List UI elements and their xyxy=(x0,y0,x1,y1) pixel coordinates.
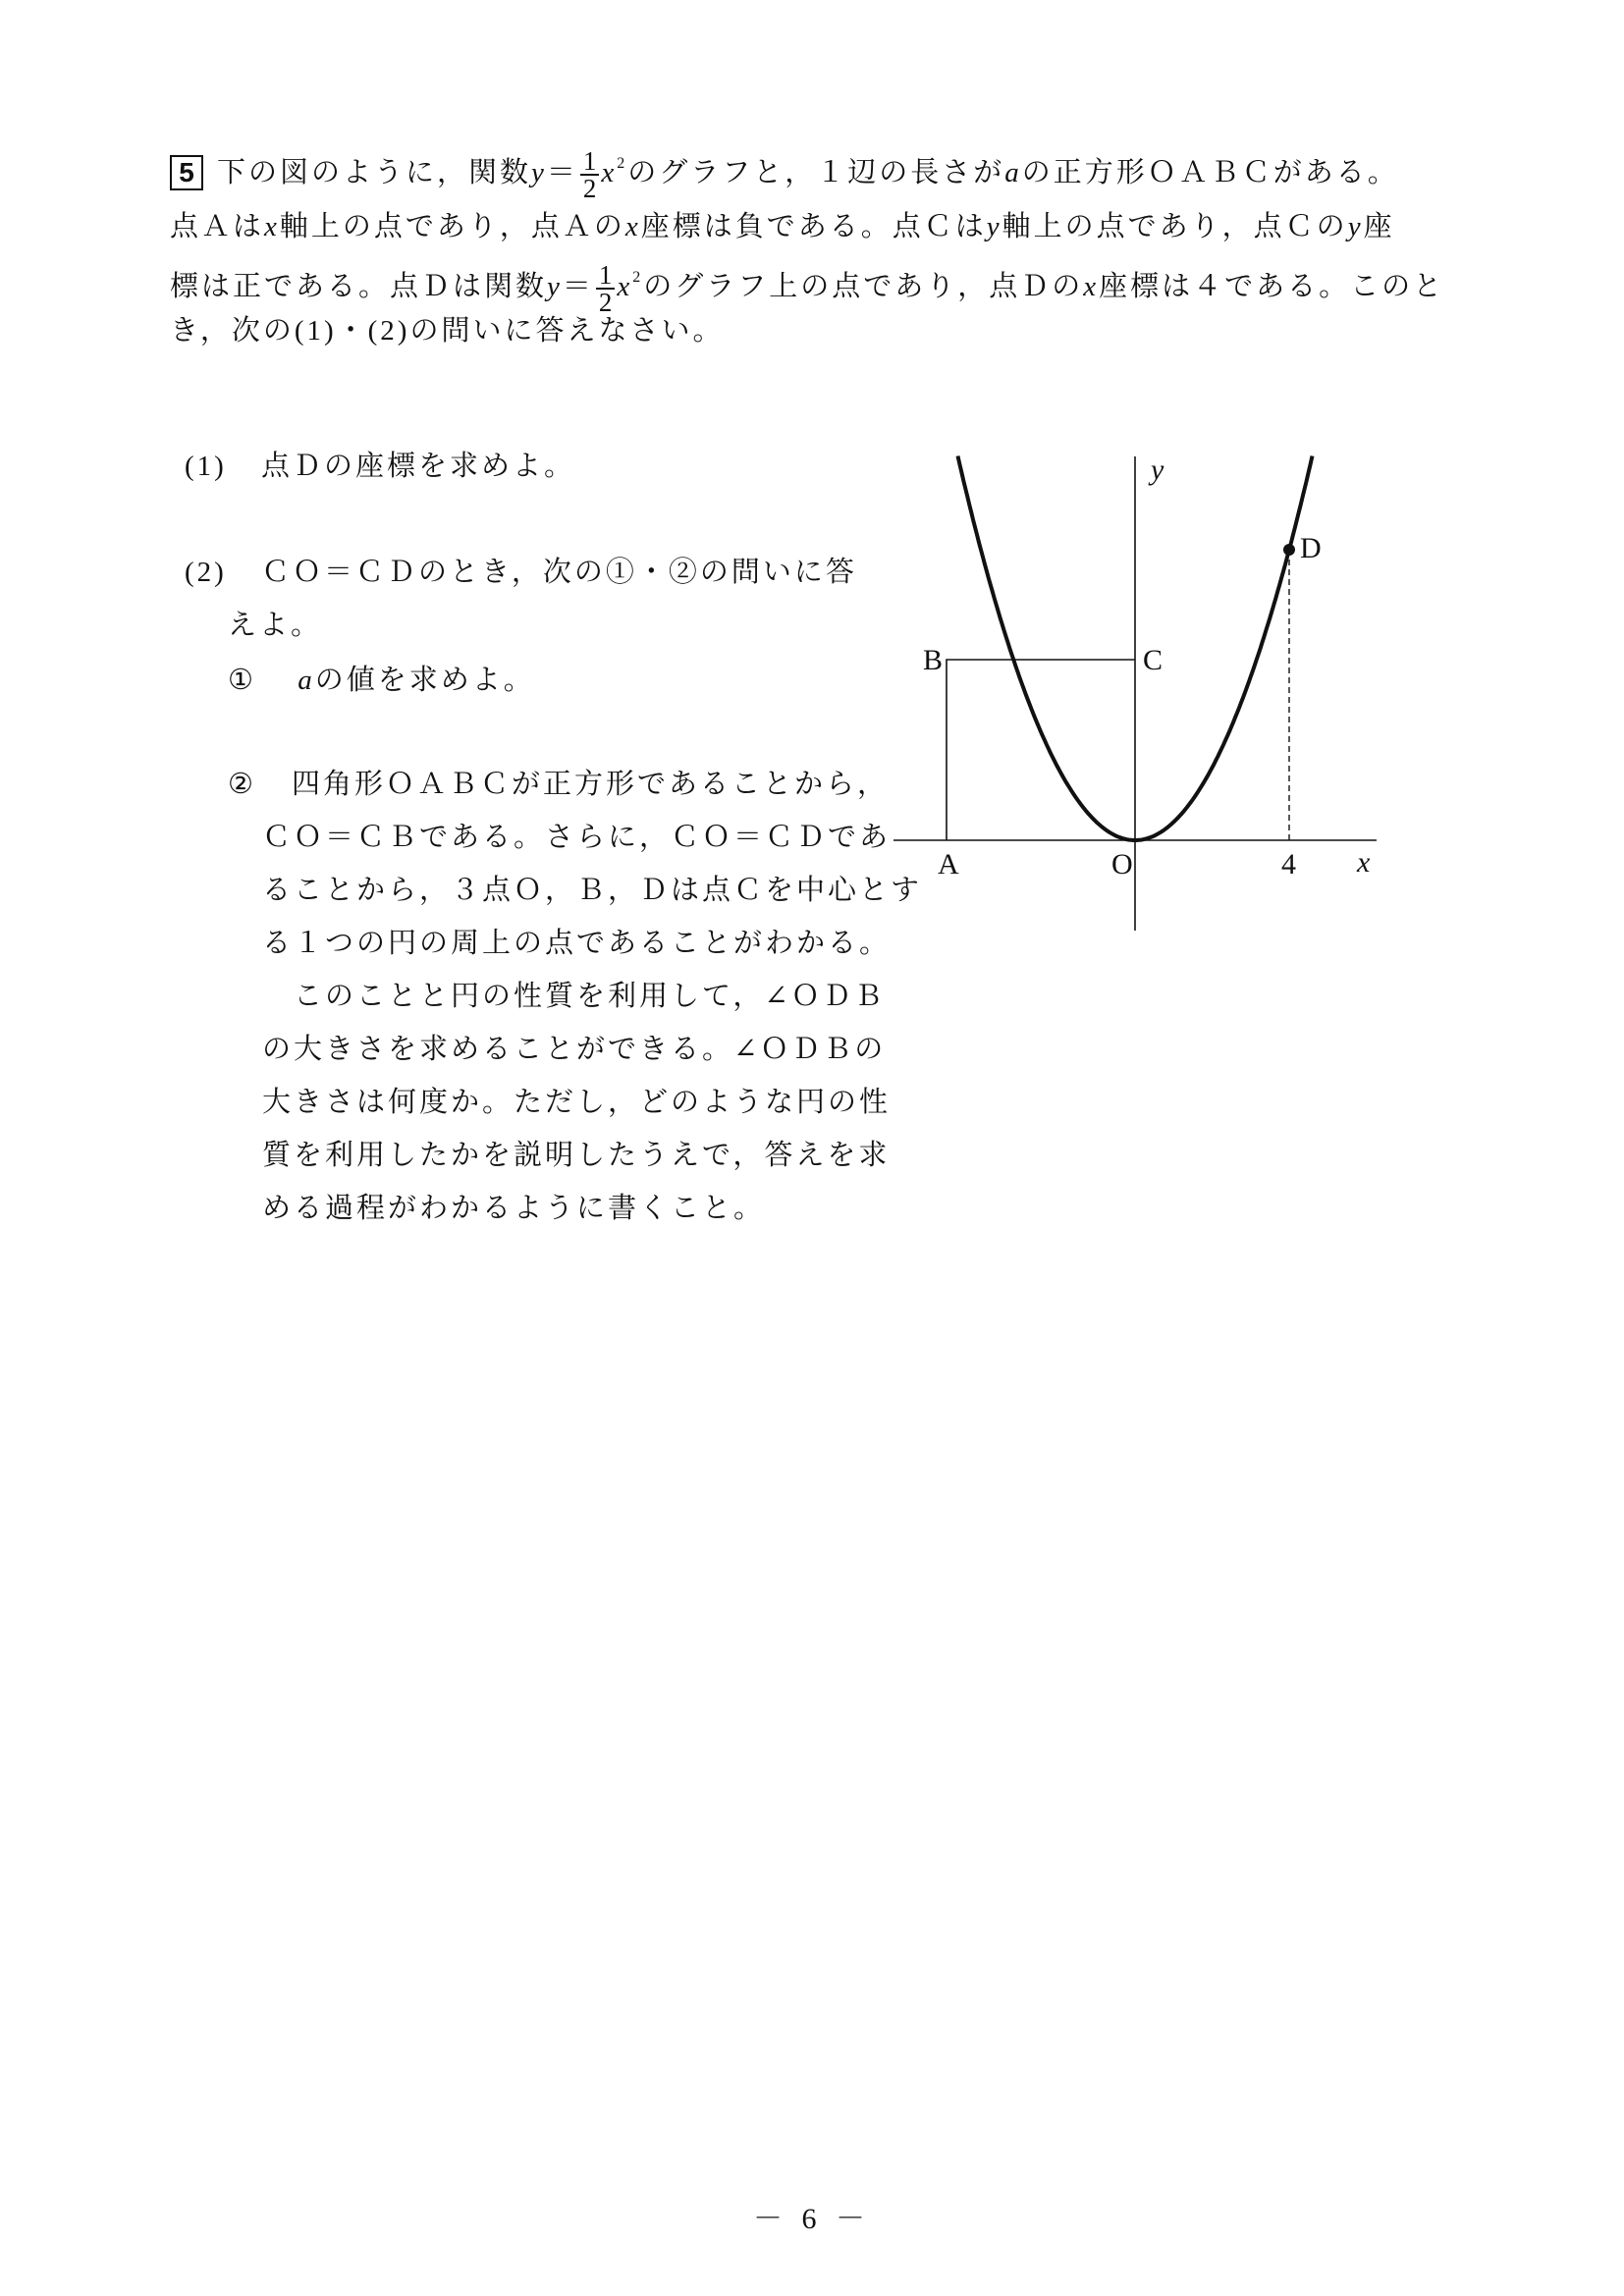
q2-text-line-2: えよ。 xyxy=(228,610,323,641)
equals: ＝ xyxy=(562,271,594,302)
var-x: x xyxy=(617,271,633,302)
q2-sub2-label: ② xyxy=(228,769,256,800)
var-x: x xyxy=(601,157,618,188)
text: 軸上の点であり，点Ａの xyxy=(279,211,625,242)
q2-label: (2) xyxy=(185,557,227,588)
y-axis-label: y xyxy=(1151,454,1164,486)
tick-4: 4 xyxy=(1281,848,1296,881)
q2-sub2-line: このことと円の性質を利用して，∠ＯＤＢ xyxy=(262,981,886,1012)
numerator: 1 xyxy=(580,148,600,176)
var-a: a xyxy=(298,665,315,696)
equals: ＝ xyxy=(546,157,578,188)
label-o: O xyxy=(1111,848,1133,881)
text: のグラフ上の点であり，点Ｄの xyxy=(643,271,1084,302)
var-y: y xyxy=(531,157,547,188)
text: の正方形ＯＡＢＣがある。 xyxy=(1021,157,1399,188)
text: 座標は４である。このと xyxy=(1099,271,1445,302)
q1-text: 点Ｄの座標を求めよ。 xyxy=(261,451,576,482)
exponent: 2 xyxy=(632,269,644,286)
denominator: 2 xyxy=(582,174,597,204)
point-d xyxy=(1283,544,1295,556)
exponent: 2 xyxy=(617,155,628,172)
text: 座 xyxy=(1363,211,1395,242)
q1-label: (1) xyxy=(185,451,227,482)
var-y: y xyxy=(547,271,563,302)
label-a: A xyxy=(938,848,959,881)
var-x: x xyxy=(264,211,280,242)
var-x: x xyxy=(624,211,641,242)
var-x: x xyxy=(1083,271,1100,302)
q2-text-line-1: ＣＯ＝ＣＤのとき，次の①・②の問いに答 xyxy=(261,557,857,588)
sub1-label: ① xyxy=(228,665,256,696)
q2-sub2-line: 四角形ＯＡＢＣが正方形であることから， xyxy=(292,769,890,800)
q2-sub2-line: ることから，３点Ｏ，Ｂ，Ｄは点Ｃを中心とす xyxy=(262,875,923,906)
label-b: B xyxy=(923,644,944,676)
q2-sub2-line: 質を利用したかを説明したうえで，答えを求 xyxy=(262,1140,891,1171)
text: 座標は負である。点Ｃは xyxy=(640,211,987,242)
label-d: D xyxy=(1300,532,1322,564)
sub1-text: の値を求めよ。 xyxy=(314,665,535,696)
q2-sub2-line: ＣＯ＝ＣＢである。さらに，ＣＯ＝ＣＤであ xyxy=(262,822,892,853)
var-y: y xyxy=(1347,211,1364,242)
var-y: y xyxy=(986,211,1002,242)
intro-line-4: き，次の(1)・(2)の問いに答えなさい。 xyxy=(170,315,725,347)
text: 下の図のように，関数 xyxy=(217,157,532,188)
text: のグラフと，１辺の長さが xyxy=(627,157,1005,188)
problem-number: 5 xyxy=(170,155,203,190)
page-number: － 6 － xyxy=(753,2203,871,2235)
q2-sub2-line: める過程がわかるように書くこと。 xyxy=(262,1193,766,1224)
numerator: 1 xyxy=(596,262,616,290)
text: 標は正である。点Ｄは関数 xyxy=(170,271,548,302)
var-a: a xyxy=(1004,157,1022,188)
q2-sub2-line: る１つの円の周上の点であることがわかる。 xyxy=(262,928,892,959)
text: 点Ａは xyxy=(170,211,265,242)
denominator: 2 xyxy=(598,288,613,318)
text: 軸上の点であり，点Ｃの xyxy=(1001,211,1348,242)
q2-sub2-line: 大きさは何度か。ただし，どのような円の性 xyxy=(262,1087,892,1118)
q2-sub2-line: の大きさを求めることができる。∠ＯＤＢの xyxy=(262,1034,887,1065)
square-oabc xyxy=(947,660,1135,840)
x-axis-label: x xyxy=(1357,846,1371,879)
label-c: C xyxy=(1143,644,1164,676)
